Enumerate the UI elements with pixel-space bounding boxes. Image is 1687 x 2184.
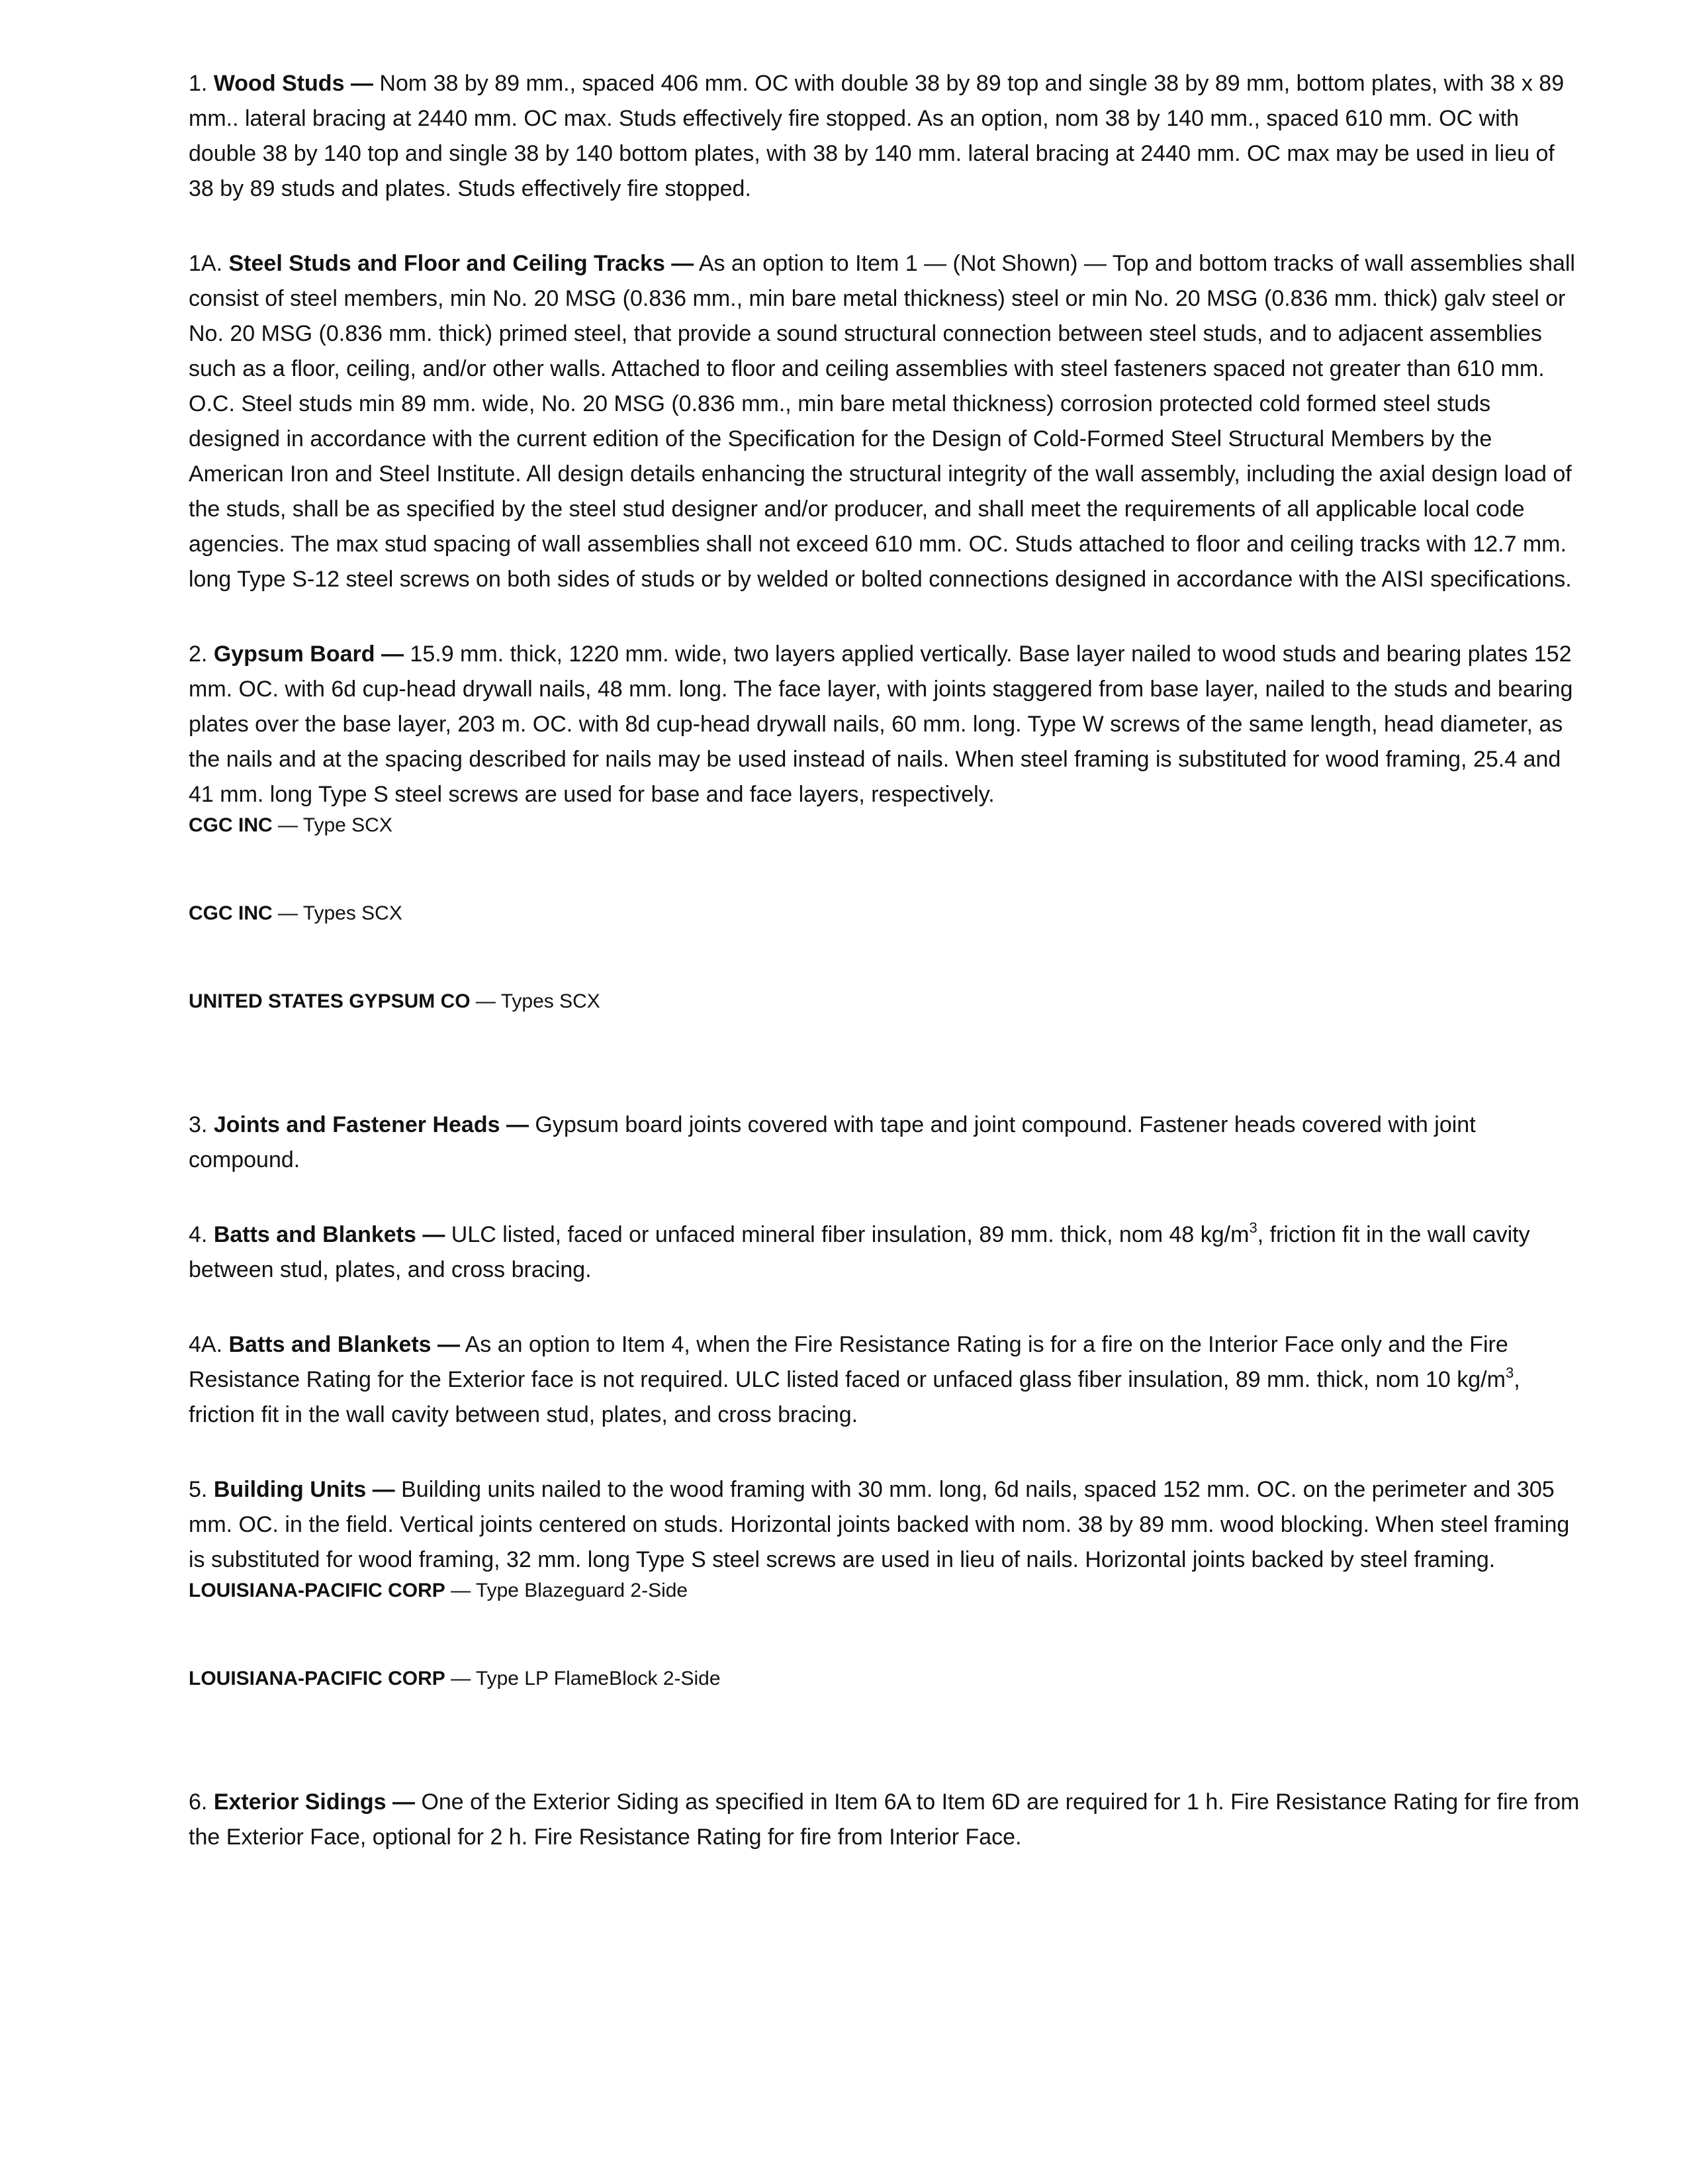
item-text: , friction fit in the wall cavity between stud, plates, and cross bracing. — [189, 1222, 1530, 1282]
item-2-gypsum-board — [189, 637, 1585, 812]
item-6-exterior-sidings — [189, 1785, 1585, 1855]
item-text: ULC listed, faced or unfaced mineral fiber insulation, 89 mm. thick, nom 48 kg/m — [445, 1222, 1250, 1247]
manufacturer-entry — [189, 988, 1585, 1015]
item-text: Building units nailed to the wood framing with 30 mm. long, 6d nails, spaced 152 mm. OC. on the perimeter and 305 mm. OC. in the field. Vertical joints centered on studs. Horizontal joints backed with nom. 38 by 89 mm. wood blocking. When steel framing is substituted for wood framing, 32 mm. long Type S steel screws are used in lieu of nails. Horizontal joints backed by steel framing. — [189, 1477, 1570, 1572]
item-text: One of the Exterior Siding as specified in Item 6A to Item 6D are required for 1 h. Fire Resistance Rating for fire from the Exterior Face, optional for 2 h. Fire Resistance Rating for fire from Interior Face. — [189, 1789, 1580, 1850]
item-1-wood-studs — [189, 66, 1585, 207]
manufacturer-type: — Type Blazeguard 2-Side — [445, 1580, 688, 1601]
item-title: Batts and Blankets — — [213, 1222, 445, 1247]
item-title: Gypsum Board — — [213, 641, 404, 667]
item-number: 1. — [189, 71, 208, 96]
manufacturer-entry — [189, 900, 1585, 927]
item-title: Batts and Blankets — — [228, 1332, 461, 1357]
item-text: 15.9 mm. thick, 1220 mm. wide, two layers applied vertically. Base layer nailed to wood studs and bearing plates 152 mm. OC. with 6d cup-head drywall nails, 48 mm. long. The face layer, with joints staggered from base layer, nailed to the studs and bearing plates over the base layer, 203 m. OC. with 8d cup-head drywall nails, 60 mm. long. Type W screws of the same length, head diameter, as the nails and at the spacing described for nails may be used instead of nails. When steel framing is substituted for wood framing, 25.4 and 41 mm. long Type S steel screws are used for base and face layers, respectively. — [189, 641, 1573, 807]
manufacturer-name: CGC INC — [189, 814, 273, 836]
item-number: 3. — [189, 1112, 208, 1137]
manufacturer-type: — Type LP FlameBlock 2-Side — [445, 1668, 721, 1689]
item-title: Wood Studs — — [213, 71, 373, 96]
item-3-joints-fastener-heads — [189, 1108, 1585, 1178]
item-text: As an option to Item 4, when the Fire Resistance Rating is for a fire on the Interior Face only and the Fire Resistance Rating for the Exterior face is not required. ULC listed faced or unfaced glass fiber insulation, 89 mm. thick, nom 10 kg/m — [189, 1332, 1508, 1392]
manufacturer-entry — [189, 1578, 1585, 1604]
item-5-building-units — [189, 1472, 1585, 1578]
document-body — [189, 66, 1585, 1855]
manufacturer-name: CGC INC — [189, 902, 273, 924]
item-text: Gypsum board joints covered with tape and joint compound. Fastener heads covered with joint compound. — [189, 1112, 1476, 1172]
item-text: Nom 38 by 89 mm., spaced 406 mm. OC with double 38 by 89 top and single 38 by 89 mm, bottom plates, with 38 x 89 mm.. lateral bracing at 2440 mm. OC max. Studs effectively fire stopped. As an option, nom 38 by 140 mm., spaced 610 mm. OC with double 38 by 140 top and single 38 by 140 bottom plates, with 38 by 140 mm. lateral bracing at 2440 mm. OC max may be used in lieu of 38 by 89 studs and plates. Studs effectively fire stopped. — [189, 71, 1565, 201]
item-title: Steel Studs and Floor and Ceiling Tracks — — [228, 251, 694, 276]
item-4a-batts-blankets — [189, 1327, 1585, 1433]
item-number: 4. — [189, 1222, 208, 1247]
item-1a-steel-studs — [189, 246, 1585, 597]
manufacturer-name: LOUISIANA-PACIFIC CORP — [189, 1668, 445, 1689]
item-title: Building Units — — [213, 1477, 395, 1502]
item-number: 6. — [189, 1789, 208, 1815]
manufacturer-name: LOUISIANA-PACIFIC CORP — [189, 1580, 445, 1601]
item-title: Joints and Fastener Heads — — [213, 1112, 529, 1137]
item-number: 4A. — [189, 1332, 223, 1357]
superscript: 3 — [1505, 1364, 1514, 1381]
item-number: 1A. — [189, 251, 223, 276]
manufacturer-entry — [189, 1666, 1585, 1692]
item-number: 2. — [189, 641, 208, 667]
item-text: As an option to Item 1 — (Not Shown) — Top and bottom tracks of wall assemblies shall consist of steel members, min No. 20 MSG (0.836 mm., min bare metal thickness) steel or min No. 20 MSG (0.836 mm. thick) galv steel or No. 20 MSG (0.836 mm. thick) primed steel, that provide a sound structural connection between steel studs, and to adjacent assemblies such as a floor, ceiling, and/or other walls. Attached to floor and ceiling assemblies with steel fasteners spaced not greater than 610 mm. O.C. Steel studs min 89 mm. wide, No. 20 MSG (0.836 mm., min bare metal thickness) corrosion protected cold formed steel studs designed in accordance with the current edition of the Specification for the Design of Cold-Formed Steel Structural Members by the American Iron and Steel Institute. All design details enhancing the structural integrity of the wall assembly, including the axial design load of the studs, shall be as specified by the steel stud designer and/or producer, and shall meet the requirements of all applicable local code agencies. The max stud spacing of wall assemblies shall not exceed 610 mm. OC. Studs attached to floor and ceiling tracks with 12.7 mm. long Type S-12 steel screws on both sides of studs or by welded or bolted connections designed in accordance with the AISI specifications. — [189, 251, 1575, 592]
item-text: , friction fit in the wall cavity between stud, plates, and cross bracing. — [189, 1367, 1520, 1427]
manufacturer-name: UNITED STATES GYPSUM CO — [189, 990, 471, 1012]
superscript: 3 — [1249, 1219, 1257, 1236]
manufacturer-type: — Types SCX — [272, 902, 402, 924]
manufacturer-type: — Types SCX — [470, 990, 600, 1012]
manufacturer-entry — [189, 812, 1585, 839]
manufacturer-type: — Type SCX — [272, 814, 392, 836]
item-4-batts-blankets — [189, 1217, 1585, 1288]
item-number: 5. — [189, 1477, 208, 1502]
item-title: Exterior Sidings — — [213, 1789, 415, 1815]
